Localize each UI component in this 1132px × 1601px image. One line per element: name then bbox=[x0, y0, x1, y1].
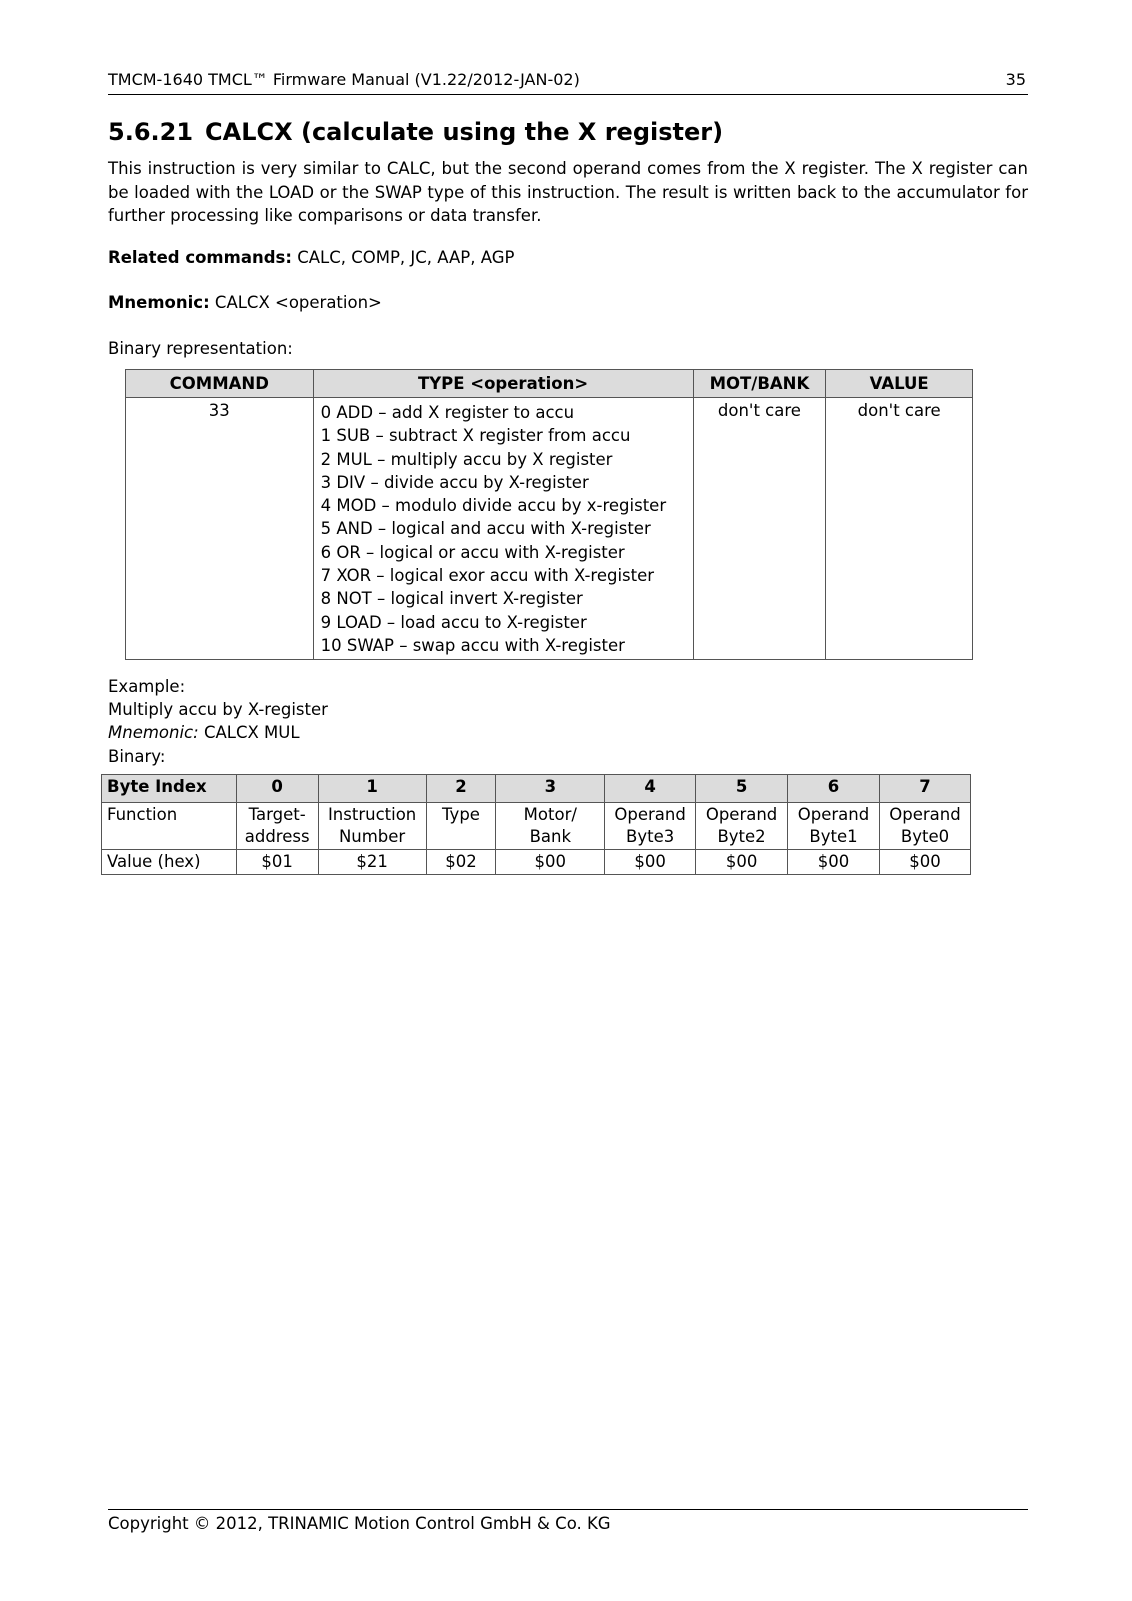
related-commands bbox=[108, 248, 514, 267]
related-commands-value: CALC, COMP, JC, AAP, AGP bbox=[297, 248, 515, 267]
mot-bank-cell: don't care bbox=[693, 398, 826, 660]
operation-item: 10 SWAP – swap accu with X-register bbox=[320, 635, 625, 655]
cell-line: Byte3 bbox=[626, 827, 675, 846]
section-title: CALCX (calculate using the X register) bbox=[205, 118, 724, 146]
example-binary-label: Binary: bbox=[108, 747, 166, 766]
cell-line: Target- bbox=[248, 805, 306, 824]
operation-item: 5 AND – logical and accu with X-register bbox=[320, 519, 651, 539]
row-header: Function bbox=[102, 803, 237, 850]
cell-line: Byte1 bbox=[809, 827, 858, 846]
example-binary-table bbox=[101, 774, 971, 875]
table-cell: $00 bbox=[605, 850, 696, 875]
cell-line: address bbox=[244, 827, 310, 846]
section-heading bbox=[108, 118, 723, 146]
operation-item: 6 OR – logical or accu with X-register bbox=[320, 542, 625, 562]
table-cell bbox=[426, 803, 496, 850]
related-commands-label: Related commands: bbox=[108, 248, 292, 267]
table-cell bbox=[788, 803, 880, 850]
table-cell bbox=[879, 803, 970, 850]
cell-line: Operand bbox=[889, 805, 961, 824]
example-mnemonic bbox=[108, 723, 300, 742]
row-header: Byte Index bbox=[102, 775, 237, 803]
column-header: 3 bbox=[496, 775, 605, 803]
table-cell: $00 bbox=[696, 850, 788, 875]
column-header: 4 bbox=[605, 775, 696, 803]
value-cell: don't care bbox=[826, 398, 973, 660]
cell-line: Number bbox=[338, 827, 406, 846]
binary-representation-table bbox=[125, 369, 973, 660]
operations-cell bbox=[313, 398, 693, 660]
column-header: 6 bbox=[788, 775, 880, 803]
operation-item: 0 ADD – add X register to accu bbox=[320, 403, 575, 422]
cell-line: Byte0 bbox=[900, 827, 950, 846]
table-cell: $00 bbox=[496, 850, 605, 875]
page-header bbox=[108, 68, 1028, 95]
command-cell: 33 bbox=[126, 398, 314, 660]
cell-line: Operand bbox=[797, 805, 870, 824]
document-title: TMCM-1640 TMCL™ Firmware Manual (V1.22/2012-JAN-02) bbox=[108, 70, 580, 89]
mnemonic-label: Mnemonic: bbox=[108, 293, 210, 312]
column-header: 2 bbox=[426, 775, 496, 803]
column-header: TYPE <operation> bbox=[313, 370, 693, 398]
operation-item: 7 XOR – logical exor accu with X-register bbox=[320, 566, 655, 586]
binary-representation-label: Binary representation: bbox=[108, 339, 293, 358]
table-row bbox=[126, 398, 973, 660]
cell-line: Byte2 bbox=[717, 827, 766, 846]
cell-line: Instruction bbox=[327, 805, 417, 824]
column-header: COMMAND bbox=[126, 370, 314, 398]
cell-line: Operand bbox=[614, 805, 686, 824]
table-cell: $00 bbox=[879, 850, 970, 875]
cell-line: Bank bbox=[529, 827, 572, 846]
column-header: MOT/BANK bbox=[693, 370, 826, 398]
table-cell: $00 bbox=[788, 850, 880, 875]
cell-line: Motor/ bbox=[523, 805, 577, 824]
table-cell: $01 bbox=[236, 850, 318, 875]
example-mnemonic-label: Mnemonic: bbox=[108, 723, 199, 742]
intro-paragraph: This instruction is very similar to CALC, but the second operand comes from the X register. The X register can be loaded with the LOAD or the SWAP type of this instruction. The result is written back to the accumulator for further processing like comparisons or data transfer. bbox=[108, 159, 1028, 225]
operation-item: 1 SUB – subtract X register from accu bbox=[320, 426, 631, 446]
operation-item: 3 DIV – divide accu by X-register bbox=[320, 472, 589, 492]
example-mnemonic-value: CALCX MUL bbox=[203, 723, 300, 742]
table-cell bbox=[496, 803, 605, 850]
operation-item: 9 LOAD – load accu to X-register bbox=[320, 612, 587, 632]
example-label: Example: bbox=[108, 677, 186, 696]
column-header: VALUE bbox=[826, 370, 973, 398]
operation-item: 8 NOT – logical invert X-register bbox=[320, 589, 583, 609]
cell-line: Type bbox=[442, 805, 480, 824]
table-header-row bbox=[102, 775, 971, 803]
mnemonic-line bbox=[108, 293, 382, 312]
mnemonic-value: CALCX <operation> bbox=[214, 293, 382, 312]
row-header: Value (hex) bbox=[102, 850, 237, 875]
section-number: 5.6.21 bbox=[108, 118, 194, 146]
table-header-row bbox=[126, 370, 973, 398]
table-row bbox=[102, 803, 971, 850]
operation-item: 4 MOD – modulo divide accu by x-register bbox=[320, 496, 667, 516]
table-cell bbox=[318, 803, 426, 850]
table-cell bbox=[236, 803, 318, 850]
table-cell: $21 bbox=[318, 850, 426, 875]
column-header: 5 bbox=[696, 775, 788, 803]
column-header: 1 bbox=[318, 775, 426, 803]
column-header: 0 bbox=[236, 775, 318, 803]
table-cell bbox=[605, 803, 696, 850]
table-cell bbox=[696, 803, 788, 850]
table-row bbox=[102, 850, 971, 875]
cell-line: Operand bbox=[705, 805, 778, 824]
page-number: 35 bbox=[1005, 70, 1026, 89]
operation-item: 2 MUL – multiply accu by X register bbox=[320, 449, 613, 469]
page-footer: Copyright © 2012, TRINAMIC Motion Control GmbH & Co. KG bbox=[108, 1509, 1028, 1533]
example-description: Multiply accu by X-register bbox=[108, 700, 328, 719]
table-cell: $02 bbox=[426, 850, 496, 875]
column-header: 7 bbox=[879, 775, 970, 803]
